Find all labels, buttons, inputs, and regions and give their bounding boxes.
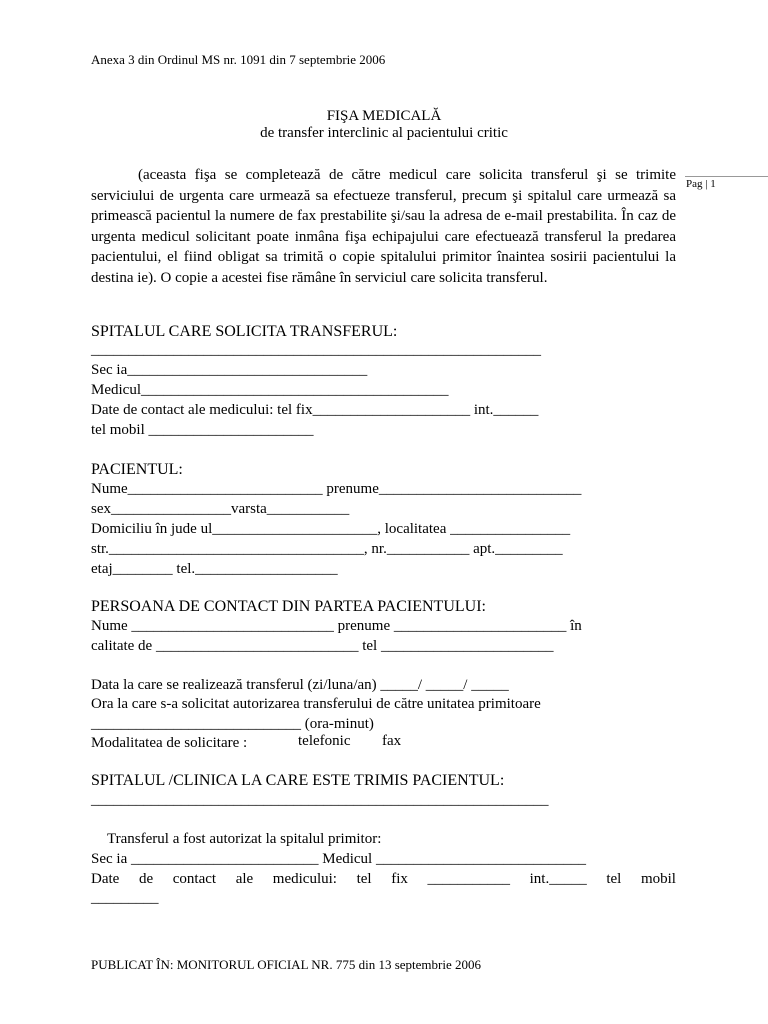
section2-str-field[interactable]: str.__________________________________, nr.___________ apt._________ <box>91 541 563 557</box>
document-title <box>0 108 768 142</box>
section4-ora-field[interactable]: ____________________________ (ora-minut) <box>91 716 374 732</box>
section3-nume-field[interactable]: Nume ___________________________ prenume _______________________ în <box>91 618 582 634</box>
section2-heading: PACIENTUL: <box>91 461 183 478</box>
contact-word: medicului: <box>272 871 337 887</box>
contact-word: contact <box>172 871 217 887</box>
contact-word: tel <box>356 871 372 887</box>
contact-word: Date <box>91 871 120 887</box>
section2-domiciliu-field[interactable]: Domiciliu în jude ul______________________, localitatea ________________ <box>91 521 571 537</box>
page-number: Pag | 1 <box>686 178 716 190</box>
contact-word: de <box>138 871 154 887</box>
section4-modalitate-label: Modalitatea de solicitare : <box>91 735 248 751</box>
section4-ora-label: Ora la care s-a solicitat autorizarea transferului de către unitatea primitoare <box>91 696 541 712</box>
section1-medic-field[interactable]: Medicul_________________________________________ <box>91 382 449 398</box>
option-telefonic[interactable]: telefonic <box>298 733 351 749</box>
contact-word: mobil <box>640 871 676 887</box>
intro-paragraph <box>91 165 676 288</box>
section6-contact-line[interactable] <box>91 870 676 889</box>
section1-line1[interactable]: ____________________________________________________________ <box>91 342 541 358</box>
section4-data-field[interactable]: Data la care se realizează transferul (zi/luna/an) _____/ _____/ _____ <box>91 677 509 693</box>
section6-tel-mobil-field[interactable]: _________ <box>91 890 159 906</box>
section2-sex-field[interactable]: sex________________varsta___________ <box>91 501 350 517</box>
contact-word: int._____ <box>529 871 587 887</box>
section2-etaj-field[interactable]: etaj________ tel.___________________ <box>91 561 338 577</box>
section3-heading: PERSOANA DE CONTACT DIN PARTEA PACIENTULUI: <box>91 598 486 615</box>
contact-word: fix <box>391 871 408 887</box>
contact-word: ale <box>235 871 254 887</box>
section6-sectie-medic-field[interactable]: Sec ia _________________________ Medicul ____________________________ <box>91 851 586 867</box>
document-header: Anexa 3 din Ordinul MS nr. 1091 din 7 septembrie 2006 <box>91 52 386 67</box>
section1-heading: SPITALUL CARE SOLICITA TRANSFERUL: <box>91 323 398 340</box>
title-main: FIŞA MEDICALĂ <box>326 108 442 124</box>
section6-authorized-label: Transferul a fost autorizat la spitalul primitor: <box>107 831 382 847</box>
section1-sectie-field[interactable]: Sec ia________________________________ <box>91 362 368 378</box>
section1-tel-mobil-field[interactable]: tel mobil ______________________ <box>91 422 314 438</box>
section3-calitate-field[interactable]: calitate de ___________________________ tel _______________________ <box>91 638 554 654</box>
section5-line1[interactable]: _____________________________________________________________ <box>91 792 549 808</box>
page-number-rule <box>685 176 768 177</box>
section1-tel-fix-field[interactable]: Date de contact ale medicului: tel fix_____________________ int.______ <box>91 402 539 418</box>
contact-word: tel <box>606 871 622 887</box>
title-sub: de transfer interclinic al pacientului critic <box>260 125 508 141</box>
intro-text: (aceasta fişa se completează de către medicul care solicita transferul şi se trimite serviciului de urgenta care urmează sa efectueze transferul, precum şi spitalul care urmează sa primească pacientul la numere de fax prestabilite şi/sau la adresa de e-mail prestabilita. În caz de urgenta medicul solicitant poate inmâna fişa echipajului care efectuează transferul la predarea pacientului, el fiind obligat sa trimită o copie spitalului primitor înaintea sosirii pacientului la destina ie). O copie a acestei fise rămâne în serviciul care solicita transferul. <box>91 167 676 286</box>
option-fax[interactable]: fax <box>382 733 402 749</box>
section5-heading: SPITALUL /CLINICA LA CARE ESTE TRIMIS PACIENTUL: <box>91 772 505 789</box>
section2-nume-field[interactable]: Nume__________________________ prenume___________________________ <box>91 481 582 497</box>
document-footer: PUBLICAT ÎN: MONITORUL OFICIAL NR. 775 din 13 septembrie 2006 <box>91 957 481 972</box>
contact-word: ___________ <box>427 871 510 887</box>
